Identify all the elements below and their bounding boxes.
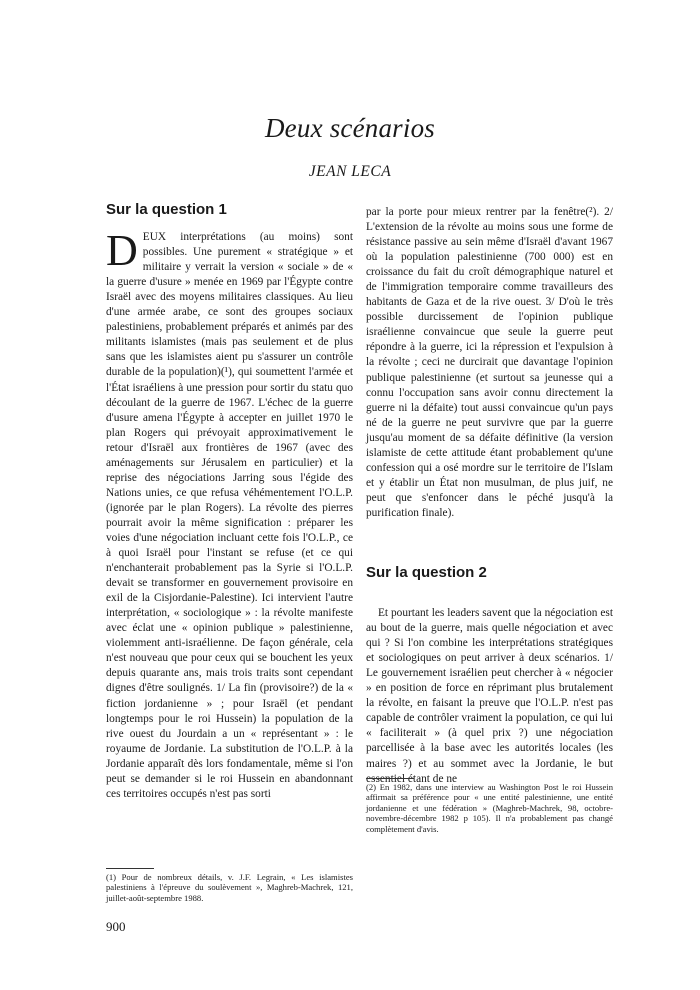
page-number: 900 [106, 919, 126, 934]
footnote-1-text: (1) Pour de nombreux détails, v. J.F. Legrain, « Les islamistes palestiniens à l'épreuve du soulèvement », Maghreb-Machrek, 121, juillet-août-septembre 1988. [106, 872, 353, 903]
footnote-1 [106, 868, 353, 903]
footnote-2-text: (2) En 1982, dans une interview au Washington Post le roi Hussein affirmait sa préférence pour « une entité palestinienne, une entité jordanienne et une fédération » (Maghreb-Machrek, 98, octobre-novembre-décembre 1982 p 105). Il n'a probablement pas changé complètement d'avis. [366, 782, 613, 834]
article-title: Deux scénarios [264, 113, 435, 143]
right-paragraph-1: par la porte pour mieux rentrer par la fenêtre(²). 2/ L'extension de la révolte au moins sous une forme de résistance passive au sein même d'Israël d'avant 1967 où la population palestinienne (700 000) est en croissance du fait du croît démographique naturel et de l'immigration temporaire comme travailleurs des habitants de Gaza et de la rive ouest. 3/ D'où le très possible durcissement de l'opinion publique israélienne convaincue que seule la guerre peut répondre à la guerre, ici la répression et l'expulsion à la révolte ; ceci ne durcirait que davantage l'opinion publique palestinienne (et surtout sa jeunesse qui a connu l'occupation sans avoir connu directement la guerre ni la défaite) tout aussi convaincue qu'un pays né de la guerre ne peut survivre que par la guerre jusqu'au moment de sa défaite définitive (la version islamiste de cette attitude étant probablement qu'une confession qui a osé mordre sur le territoire de l'Islam et y établir un État non musulman, de plus juif, ne peut que s'enfoncer dans le péché jusqu'à la purification finale). [366, 206, 613, 519]
drop-cap: D [106, 226, 138, 276]
article-author: JEAN LECA [308, 163, 392, 180]
footnote-2 [366, 778, 613, 834]
footnote-rule [106, 868, 154, 869]
left-paragraph-text: EUX interprétations (au moins) sont possibles. Une purement « stratégique » et militaire y verrait la version « sociale » de « la guerre d'usure » menée en 1969 par l'Égypte contre Israël avec des moyens militaires classiques. Au lieu d'une armée arabe, ce sont des groupes sociaux palestiniens, probablement préparés et animés par des militants islamistes (mais pas seulement et de plus sans que les islamistes aient pu s'assurer un contrôle durable de la population)(¹), qui soumettent l'armée et l'État israéliens à une pression pour sortir du statu quo découlant de la guerre de 1967. L'échec de la guerre d'usure amena l'Égypte à accepter en juillet 1970 le plan Rogers qui prévoyait approximativement le retour d'Israël aux frontières de 1967 (avec des aménagements sur Jérusalem en particulier) et la reprise des négociations Jarring sous l'égide des Nations unies, ce que refusa véhémentement l'O.L.P. (ignorée par le plan Rogers). La révolte des pierres pourrait avoir la même signification : préparer les voies d'une négociation incluant cette fois l'O.L.P., ce à quoi Israël pour l'instant se refuse (et ce qui n'enchanterait probablement pas la Syrie si l'O.L.P. devait se transformer en gouvernement provisoire en exil de la Cisjordanie-Palestine). Ici intervient l'autre interprétation, « sociologique » : la révolte manifeste avec éclat une « opinion publique » palestinienne, violemment anti-israélienne. De façon générale, cela n'est nouveau que pour ceux qui se bouchent les yeux depuis quarante ans, mais trois traits sont cependant dignes d'être soulignés. 1/ La fin (provisoire?) de la « fiction jordanienne » ; pour Israël (et pendant longtemps pour le roi Hussein) la population de la rive ouest du Jourdain a un « représentant » : le royaume de Jordanie. La substitution de l'O.L.P. à la Jordanie apparaît dès lors fondamentale, même si l'on peut se demander si le roi Hussein en abandonnant ces territoires occupés n'est pas sorti [106, 231, 353, 800]
section-heading-question-2: Sur la question 2 [366, 563, 487, 581]
right-paragraph-2: Et pourtant les leaders savent que la négociation est au bout de la guerre, mais quelle négociation et avec qui ? Si l'on combine les interprétations stratégiques et sociologiques on peut arriver à deux scénarios. 1/ Le gouvernement israélien peut chercher à « négocier » en position de force en réprimant plus brutalement la révolte, en faisant la preuve que l'O.L.P. n'est pas capable de contrôler vraiment la population, ce qui lui « faciliterait » (à quel prix ?) une négociation parcellisée à la base avec les autorités locales (les maires ?) et au sommet avec la Jordanie, le but essentiel étant de ne [366, 607, 613, 785]
section-heading-question-1: Sur la question 1 [106, 201, 227, 218]
right-column [366, 205, 613, 787]
footnote-rule [366, 778, 414, 779]
left-column [106, 202, 353, 802]
left-paragraph [106, 226, 353, 802]
